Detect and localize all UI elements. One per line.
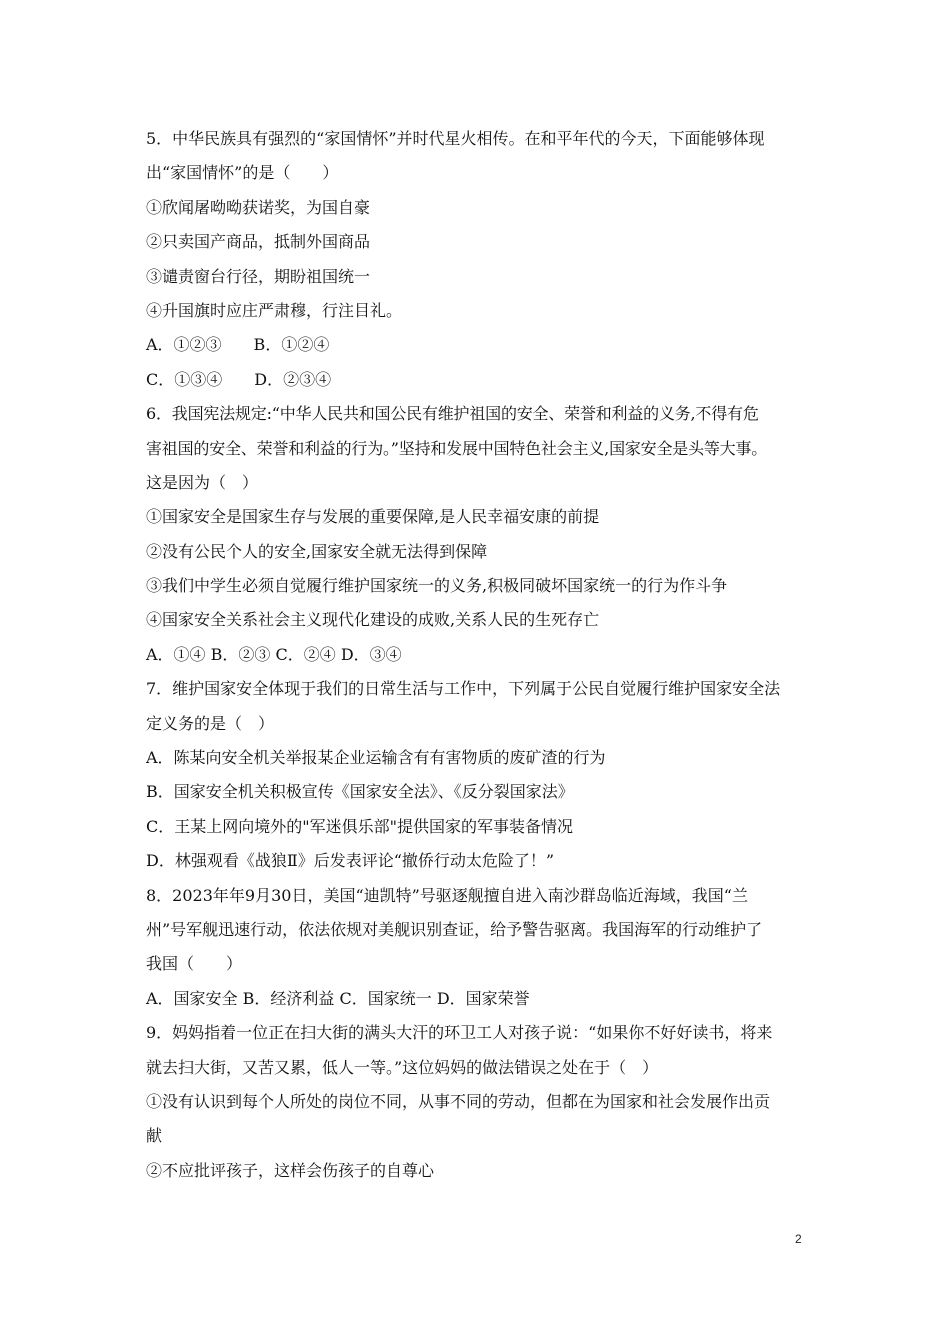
text-line: ④升国旗时应庄严肃穆，行注目礼。: [146, 300, 403, 320]
text-line: A．①④ B．②③ C．②④ D．③④: [146, 644, 402, 664]
text-line: 害祖国的安全、荣誉和利益的行为。”坚持和发展中国特色社会主义,国家安全是头等大事。: [146, 438, 768, 458]
text-line: ①国家安全是国家生存与发展的重要保障,是人民幸福安康的前提: [146, 507, 600, 527]
text-line: ②不应批评孩子，这样会伤孩子的自尊心: [146, 1160, 435, 1180]
text-line: ③谴责窗台行径，期盼祖国统一: [146, 266, 371, 286]
text-line: B．国家安全机关积极宣传《国家安全法》、《反分裂国家法》: [146, 782, 574, 802]
text-line: 8．2023年年9月30日，美国“迪凯特”号驱逐舰擅自进入南沙群岛临近海域，我国“兰: [146, 885, 748, 905]
text-line: 9．妈妈指着一位正在扫大街的满头大汗的环卫工人对孩子说：“如果你不好好读书，将来: [146, 1023, 773, 1043]
text-line: A．国家安全 B．经济利益 C．国家统一 D．国家荣誉: [146, 988, 530, 1008]
text-line: 这是因为（ ）: [146, 472, 259, 492]
text-line: 7．维护国家安全体现于我们的日常生活与工作中，下列属于公民自觉履行维护国家安全法: [146, 679, 781, 699]
text-line: 出“家国情怀”的是（ ）: [146, 163, 339, 183]
text-line: 州”号军舰迅速行动，依法依规对美舰识别查证，给予警告驱离。我国海军的行动维护了: [146, 919, 763, 939]
text-line: 献: [146, 1126, 163, 1146]
text-line: A．陈某向安全机关举报某企业运输含有有害物质的废矿渣的行为: [146, 748, 606, 768]
text-line: ③我们中学生必须自觉履行维护国家统一的义务,积极同破坏国家统一的行为作斗争: [146, 576, 728, 596]
text-line: 我国（ ）: [146, 954, 243, 974]
text-line: D．林强观看《战狼Ⅱ》后发表评论“撤侨行动太危险了！”: [146, 851, 555, 871]
text-line: ②只卖国产商品，抵制外国商品: [146, 232, 371, 252]
text-line: ①没有认识到每个人所处的岗位不同，从事不同的劳动，但都在为国家和社会发展作出贡: [146, 1091, 771, 1111]
text-line: ②没有公民个人的安全,国家安全就无法得到保障: [146, 541, 488, 561]
text-line: ④国家安全关系社会主义现代化建设的成败,关系人民的生死存亡: [146, 610, 600, 630]
page-number: 2: [795, 1232, 802, 1246]
question-text: [146, 122, 836, 1188]
text-line: 定义务的是（ ）: [146, 713, 275, 733]
text-line: A．①②③ B．①②④: [146, 335, 330, 355]
text-line: ①欣闻屠呦呦获诺奖，为国自豪: [146, 197, 371, 217]
text-line: C．①③④ D．②③④: [146, 369, 332, 389]
text-line: 6．我国宪法规定:“中华人民共和国公民有维护祖国的安全、荣誉和利益的义务,不得有危: [146, 404, 759, 424]
text-line: C．王某上网向境外的"军迷俱乐部"提供国家的军事装备情况: [146, 816, 573, 836]
text-line: 就去扫大街，又苦又累，低人一等。”这位妈妈的做法错误之处在于（ ）: [146, 1057, 659, 1077]
text-line: 5．中华民族具有强烈的“家国情怀”并时代星火相传。在和平年代的今天，下面能够体现: [146, 129, 765, 148]
